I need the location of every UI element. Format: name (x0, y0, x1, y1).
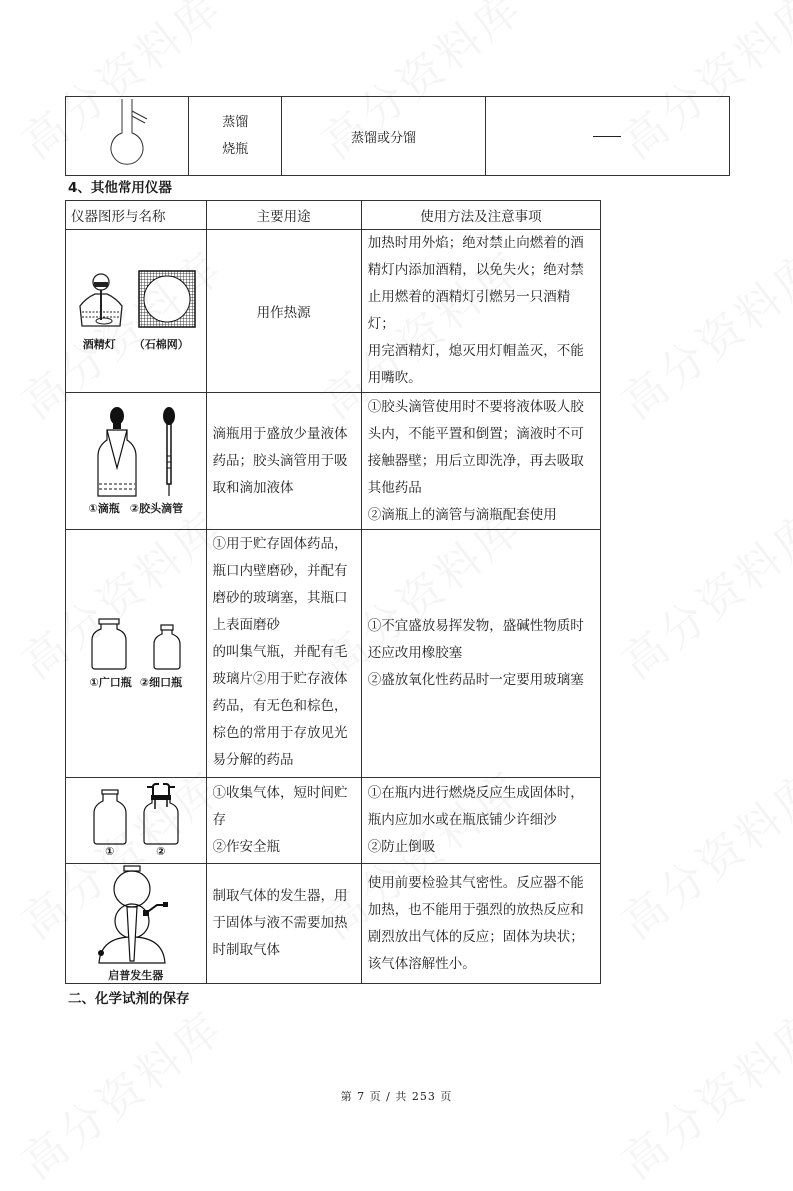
table-row (66, 393, 601, 530)
table-row (66, 230, 601, 393)
table-row (66, 778, 601, 864)
table-row (66, 530, 601, 778)
name-line: 蒸馏 (222, 115, 249, 130)
note-line: 精灯内添加酒精，以免失火；绝对禁 (367, 262, 584, 278)
section-heading: 4、其他常用仪器 (68, 180, 172, 196)
dropper-icon (161, 406, 177, 498)
gas-collecting-bottle-icon (93, 789, 127, 845)
figure-caption: 酒精灯 (82, 338, 116, 351)
figure-caption: ①广口瓶 (89, 675, 132, 689)
use-line: 药品；胶头滴管用于吸 (212, 452, 348, 469)
page-footer: 第 7 页 / 共 253 页 (340, 1090, 453, 1103)
watermark (606, 493, 793, 691)
watermark (606, 233, 793, 431)
figure-caption: 启普发生器 (108, 968, 164, 982)
note-line: 其他药品 (367, 479, 422, 496)
note-line: 用嘴吹。 (367, 370, 422, 386)
use-line: 棕色的常用于存放见光 (212, 725, 348, 741)
wide-mouth-bottle-icon (91, 618, 127, 670)
use-line: 时制取气体 (212, 942, 281, 958)
main-use (206, 864, 361, 984)
instrument-figure-cell (66, 230, 207, 393)
table-row (66, 864, 601, 984)
notes (361, 230, 600, 393)
note-line: 用完酒精灯，熄灭用灯帽盖灭，不能 (367, 343, 584, 359)
use-line: ①用于贮存固体药品， (212, 536, 348, 552)
use-line: 磨砂的玻璃塞，其瓶口 (212, 590, 348, 606)
use-line: ①收集气体，短时间贮 (212, 785, 348, 801)
column-header: 使用方法及注意事项 (361, 201, 600, 230)
notes (361, 778, 600, 864)
notes (485, 97, 729, 176)
note-line: 使用前要检验其气密性。反应器不能 (367, 874, 584, 891)
use-line: 易分解的药品 (212, 752, 294, 768)
use-line: 玻璃片②用于贮存液体 (212, 671, 348, 687)
use-line: 于固体与液不需要加热 (212, 915, 348, 931)
use-line: 取和滴加液体 (212, 479, 294, 496)
table-header-row (66, 201, 601, 230)
use-line: ②作安全瓶 (212, 839, 281, 855)
note-line: 头内，不能平置和倒置；滴液时不可 (367, 425, 584, 442)
watermark (606, 753, 793, 951)
note-line: ②滴瓶上的滴管与滴瓶配套使用 (367, 506, 557, 523)
instrument-figure-cell (66, 864, 207, 984)
figure-caption: ①滴瓶 (88, 502, 120, 515)
safety-bottle-icon (143, 783, 179, 845)
note-line: ①在瓶内进行燃烧反应生成固体时， (367, 785, 584, 801)
narrow-mouth-bottle-icon (153, 624, 181, 670)
figure-caption: ②胶头滴管 (129, 502, 184, 515)
note-line: 瓶内应加水或在瓶底铺少许细沙 (367, 812, 557, 828)
use-line: 滴瓶用于盛放少量液体 (212, 425, 348, 442)
note-line: ②防止倒吸 (367, 839, 436, 855)
note-line: 接触器壁；用后立即洗净，再去吸取 (367, 452, 584, 469)
alcohol-lamp-icon (76, 270, 126, 328)
kipp-generator-icon (91, 865, 181, 965)
note-line: 该气体溶解性小。 (367, 955, 476, 972)
main-use (206, 230, 361, 393)
main-use (206, 530, 361, 778)
note-line: 灯； (367, 316, 395, 332)
instruments-table (65, 200, 601, 984)
notes (361, 393, 600, 530)
instrument-figure-cell (66, 778, 207, 864)
note-line: 加热时用外焰；绝对禁止向燃着的酒 (367, 235, 584, 251)
use-line: 瓶口内壁磨砂，并配有 (212, 563, 348, 579)
notes (361, 530, 600, 778)
instrument-figure-cell (66, 393, 207, 530)
distillation-flask-icon (97, 97, 157, 171)
use-line: 用作热源 (256, 305, 311, 321)
name-line: 烧瓶 (222, 142, 249, 157)
distillation-table (65, 96, 730, 176)
use-line: 存 (212, 812, 227, 828)
note-line: ①不宜盛放易挥发物，盛碱性物质时 (367, 618, 584, 634)
use-line: 药品，有无色和棕色， (212, 698, 348, 714)
use-line: 制取气体的发生器，用 (212, 888, 348, 904)
column-header: 主要用途 (206, 201, 361, 230)
use-line: 上表面磨砂 (212, 617, 281, 633)
instrument-figure-cell (66, 97, 189, 176)
note-line: 加热，也不能用于强烈的放热反应和 (367, 901, 584, 918)
instrument-figure-cell (66, 530, 207, 778)
figure-caption: （石棉网） (133, 338, 189, 351)
note-line: ①胶头滴管使用时不要将液体吸人胶 (367, 398, 584, 415)
use-line: 的叫集气瓶，并配有毛 (212, 644, 348, 660)
table-row (66, 97, 730, 176)
figure-caption: ②细口瓶 (139, 675, 183, 689)
main-use (206, 393, 361, 530)
note-line: 止用燃着的酒精灯引燃另一只酒精 (367, 289, 571, 305)
asbestos-gauze-icon (138, 270, 196, 328)
note-line: 还应改用橡胶塞 (367, 645, 463, 661)
main-use (206, 778, 361, 864)
instrument-name (189, 97, 282, 176)
dropping-bottle-icon (95, 406, 139, 498)
section-heading: 二、化学试剂的保存 (68, 991, 190, 1007)
main-use: 蒸馏或分馏 (282, 97, 485, 176)
note-line: ②盛放氧化性药品时一定要用玻璃塞 (367, 672, 584, 688)
figure-caption: ② (156, 845, 166, 858)
dash-mark (593, 136, 621, 137)
notes (361, 864, 600, 984)
column-header: 仪器图形与名称 (66, 201, 207, 230)
figure-caption: ① (105, 845, 115, 858)
note-line: 剧烈放出气体的反应；固体为块状； (367, 928, 584, 945)
